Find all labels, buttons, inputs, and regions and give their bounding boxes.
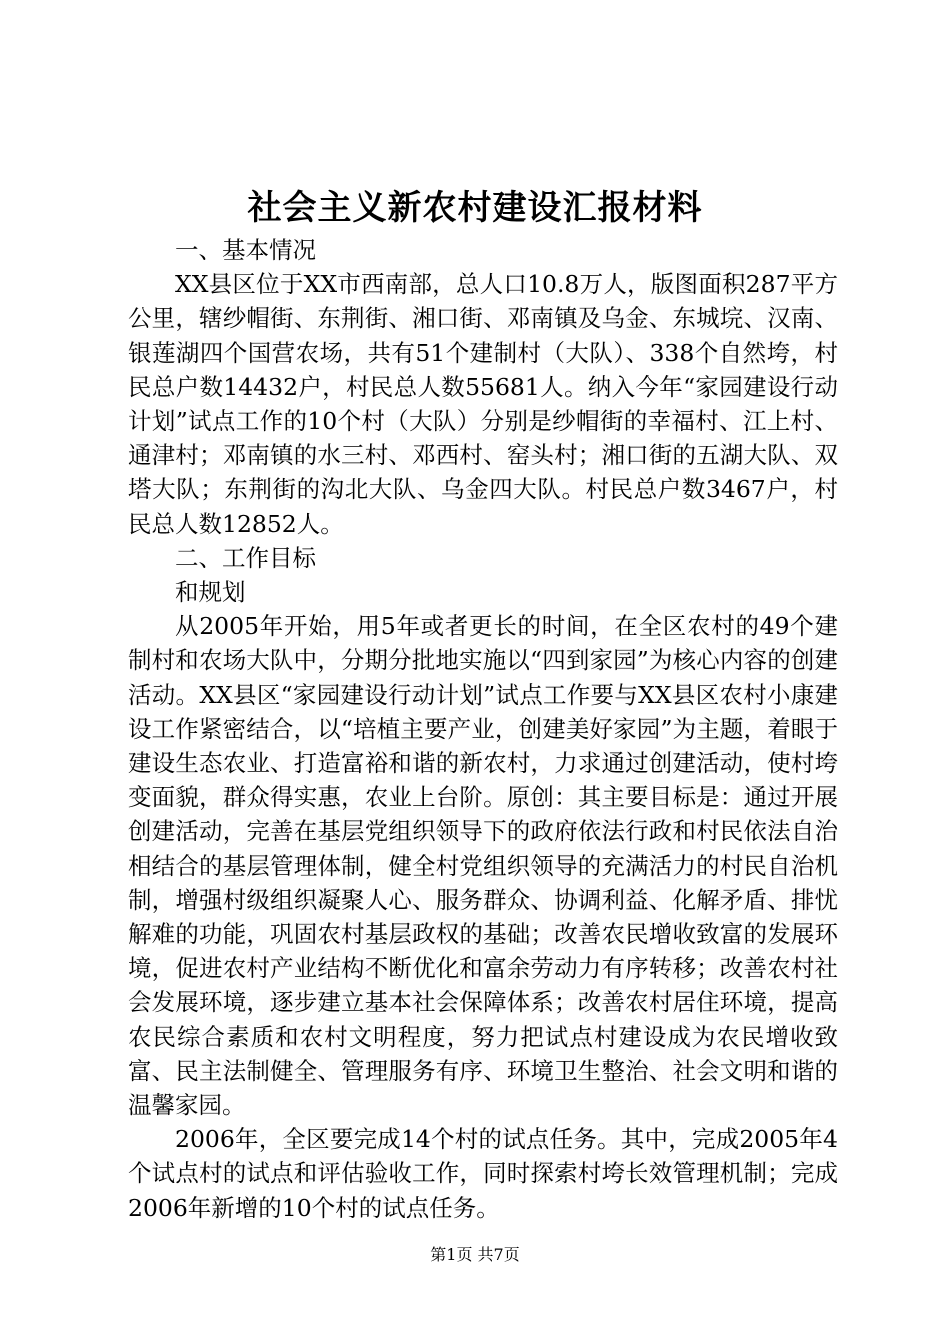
paragraph-goals-2006: 2006年，全区要完成14个村的试点任务。其中，完成2005年4个试点村的试点和评估验收工作，同时探索村垮长效管理机制；完成2006年新增的10个村的试点任务。 [128, 1125, 838, 1222]
section-heading-goals: 二、工作目标 [175, 543, 316, 572]
document-title: 社会主义新农村建设汇报材料 [247, 188, 703, 228]
section-heading-goals-continued: 和规划 [175, 578, 246, 607]
page-number-footer: 第1页 共7页 [430, 1245, 520, 1264]
paragraph-goals-main: 从2005年开始，用5年或者更长的时间，在全区农村的49个建制村和农场大队中，分期分批地实施以“四到家园”为核心内容的创建活动。XX县区“家园建设行动计划”试点工作要与XX县区农村小康建设工作紧密结合，以“培植主要产业，创建美好家园”为主题，着眼于建设生态农业、打造富裕和谐的新农村，力求通过创建活动，使村垮变面貌，群众得实惠，农业上台阶。原创：其主要目标是：通过开展创建活动，完善在基层党组织领导下的政府依法行政和村民依法自治相结合的基层管理体制，健全村党组织领导的充满活力的村民自治机制，增强村级组织凝聚人心、服务群众、协调利益、化解矛盾、排忧解难的功能，巩固农村基层政权的基础；改善农民增收致富的发展环境，促进农村产业结构不断优化和富余劳动力有序转移；改善农村社会发展环境，逐步建立基本社会保障体系；改善农村居住环境，提高农民综合素质和农村文明程度，努力把试点村建设成为农民增收致富、民主法制健全、管理服务有序、环境卫生整治、社会文明和谐的温馨家园。 [128, 612, 838, 1120]
document-body [128, 233, 838, 1225]
section-heading-basic-info: 一、基本情况 [175, 236, 316, 264]
paragraph-basic-info: XX县区位于XX市西南部，总人口10.8万人，版图面积287平方公里，辖纱帽街、东荆街、湘口街、邓南镇及乌金、东城垸、汉南、银莲湖四个国营农场，共有51个建制村（大队）、338个自然垮，村民总户数14432户，村民总人数55681人。纳入今年“家园建设行动计划”试点工作的10个村（大队）分别是纱帽街的幸福村、江上村、通津村；邓南镇的水三村、邓西村、窑头村；湘口街的五湖大队、双塔大队；东荆街的沟北大队、乌金四大队。村民总户数3467户，村民总人数12852人。 [128, 270, 838, 538]
